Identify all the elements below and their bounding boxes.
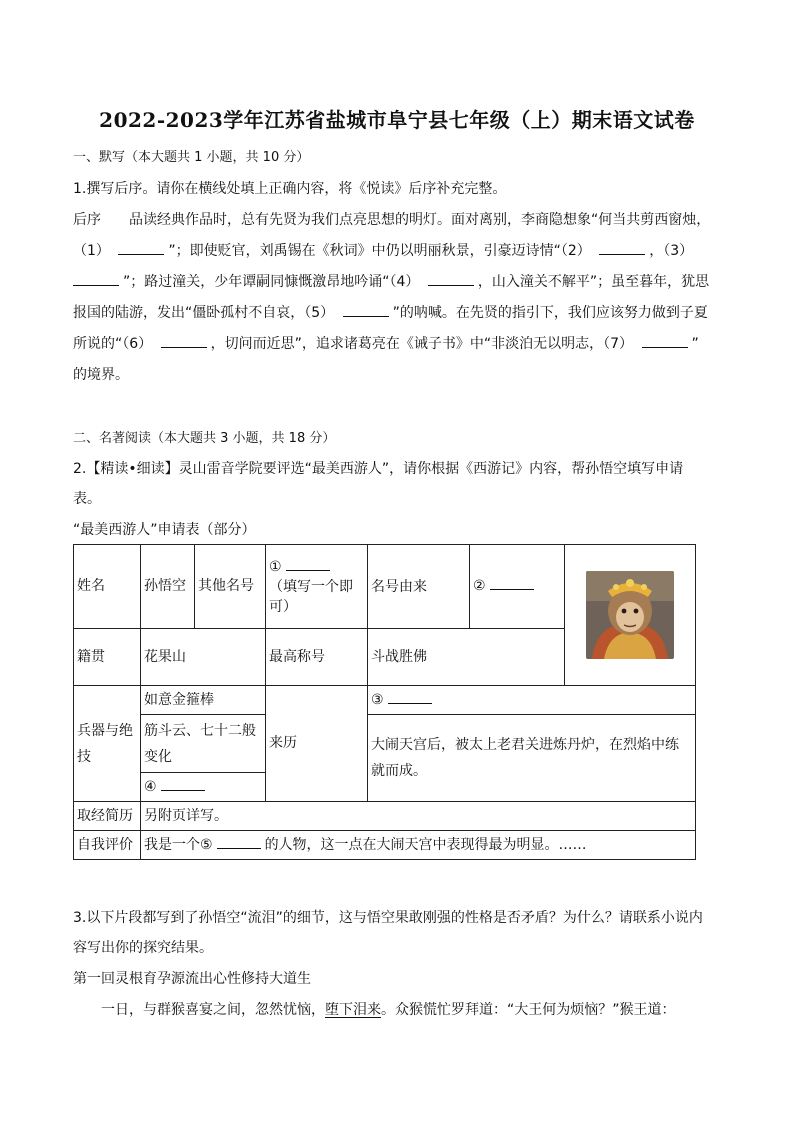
origin-label: 名号由来 xyxy=(368,545,470,629)
self-eval-after: 的人物，这一点在大闹天宫中表现得最为明显。…… xyxy=(264,836,587,853)
answer-blank-table-1[interactable] xyxy=(286,556,330,571)
self-eval-cell[interactable] xyxy=(141,831,696,860)
hometown-label: 籍贯 xyxy=(74,629,141,686)
passage-text: ，切问而近思”，追求诸葛亮在《诫子书》中“非淡泊无以明志，（7） xyxy=(210,336,634,352)
origin-cell[interactable] xyxy=(470,545,565,629)
blank-marker-3: ③ xyxy=(371,691,384,708)
answer-blank-table-5[interactable] xyxy=(217,834,261,849)
self-eval-before: 我是一个⑤ xyxy=(144,836,213,853)
passage-text: ，（3） xyxy=(649,243,694,259)
top-title-value: 斗战胜佛 xyxy=(368,629,565,686)
top-title-label: 最高称号 xyxy=(266,629,368,686)
section2-heading: 二、名著阅读（本大题共 3 小题，共 18 分） xyxy=(73,431,336,446)
application-form-table xyxy=(73,544,696,860)
weapon-2: 筋斗云、七十二般变化 xyxy=(141,715,266,773)
passage-line-1 xyxy=(73,209,710,229)
blank-marker-1: ① xyxy=(269,559,282,575)
other-names-cell[interactable] xyxy=(266,545,368,629)
answer-blank-3[interactable] xyxy=(73,271,119,286)
passage-line-5 xyxy=(73,333,699,353)
passage-text: ” xyxy=(691,336,699,352)
answer-blank-1[interactable] xyxy=(118,240,164,255)
excerpt-text: 。众猴慌忙罗拜道：“大王何为烦恼？”猴王道： xyxy=(381,1002,676,1018)
source-text: 大闹天宫后，被太上老君关进炼丹炉，在烈焰中练就而成。 xyxy=(368,715,696,802)
chapter-title: 第一回灵根育孕源流出心性修持大道生 xyxy=(73,971,311,987)
excerpt-text: 一日，与群猴喜宴之间，忽然忧恼， xyxy=(73,1002,325,1018)
passage-text: （1） xyxy=(73,243,110,259)
other-names-label: 其他名号 xyxy=(195,545,266,629)
passage-line-4 xyxy=(73,302,708,322)
answer-blank-7[interactable] xyxy=(642,333,688,348)
weapons-label: 兵器与绝技 xyxy=(74,686,141,802)
passage-text: 的境界。 xyxy=(73,367,129,383)
q3-prompt-line-1: 3.以下片段都写到了孙悟空“流泪”的细节，这与悟空果敢刚强的性格是否矛盾？为什么？请联系小说内 xyxy=(73,910,703,926)
hometown-value: 花果山 xyxy=(141,629,266,686)
passage-line-2 xyxy=(73,240,693,260)
weapon-1: 如意金箍棒 xyxy=(141,686,266,715)
passage-text: ”；路过潼关，少年谭嗣同慷慨激昂地吟诵“（4） xyxy=(123,274,420,290)
q3-prompt-line-2: 容写出你的探究结果。 xyxy=(73,940,213,956)
answer-blank-table-2[interactable] xyxy=(490,575,534,590)
answer-blank-5[interactable] xyxy=(343,302,389,317)
passage-line-3 xyxy=(73,271,709,291)
blank-hint: （填写一个即可） xyxy=(269,579,353,615)
blank-marker-2: ② xyxy=(473,578,486,594)
portrait-cell xyxy=(565,545,696,686)
answer-blank-2[interactable] xyxy=(599,240,645,255)
passage-text: ”的呐喊。在先贤的指引下，我们应该努力做到子夏 xyxy=(392,305,708,321)
q2-prompt-line-1: 2.【精读•细读】灵山雷音学院要评选“最美西游人”，请你根据《西游记》内容，帮孙悟空填写申请 xyxy=(73,461,684,477)
q1-prompt: 1.撰写后序。请你在横线处填上正确内容，将《悦读》后序补充完整。 xyxy=(73,181,507,197)
q2-prompt-line-2: 表。 xyxy=(73,491,101,507)
passage-text: 后序 品读经典作品时，总有先贤为我们点亮思想的明灯。面对离别，李商隐想象“何当共剪西窗烛， xyxy=(73,212,711,228)
excerpt-line-1 xyxy=(73,999,676,1019)
source-blank-cell[interactable] xyxy=(368,686,696,715)
answer-blank-4[interactable] xyxy=(428,271,474,286)
passage-text: ，山入潼关不解平”；虽至暮年，犹思 xyxy=(477,274,710,290)
name-value: 孙悟空 xyxy=(141,545,195,629)
name-label: 姓名 xyxy=(74,545,141,629)
self-eval-label: 自我评价 xyxy=(74,831,141,860)
source-label: 来历 xyxy=(266,686,368,802)
sun-wukong-portrait xyxy=(586,571,674,659)
section1-heading: 一、默写（本大题共 1 小题，共 10 分） xyxy=(73,150,310,165)
journey-label: 取经简历 xyxy=(74,802,141,831)
answer-blank-table-3[interactable] xyxy=(388,689,432,704)
exam-title: 2022-2023学年江苏省盐城市阜宁县七年级（上）期末语文试卷 xyxy=(99,108,695,132)
passage-line-6 xyxy=(73,364,129,384)
table-caption: “最美西游人”申请表（部分） xyxy=(73,522,256,538)
answer-blank-6[interactable] xyxy=(161,333,207,348)
weapon-blank-cell[interactable] xyxy=(141,773,266,802)
journey-value: 另附页详写。 xyxy=(141,802,696,831)
passage-text: 报国的陆游，发出“僵卧孤村不自哀，（5） xyxy=(73,305,335,321)
passage-text: 所说的“（6） xyxy=(73,336,153,352)
blank-marker-4: ④ xyxy=(144,778,157,795)
passage-text: ”；即使贬官，刘禹锡在《秋词》中仍以明丽秋景，引豪迈诗情“（2） xyxy=(168,243,591,259)
answer-blank-table-4[interactable] xyxy=(161,776,205,791)
excerpt-underlined: 堕下泪来 xyxy=(325,1002,381,1018)
